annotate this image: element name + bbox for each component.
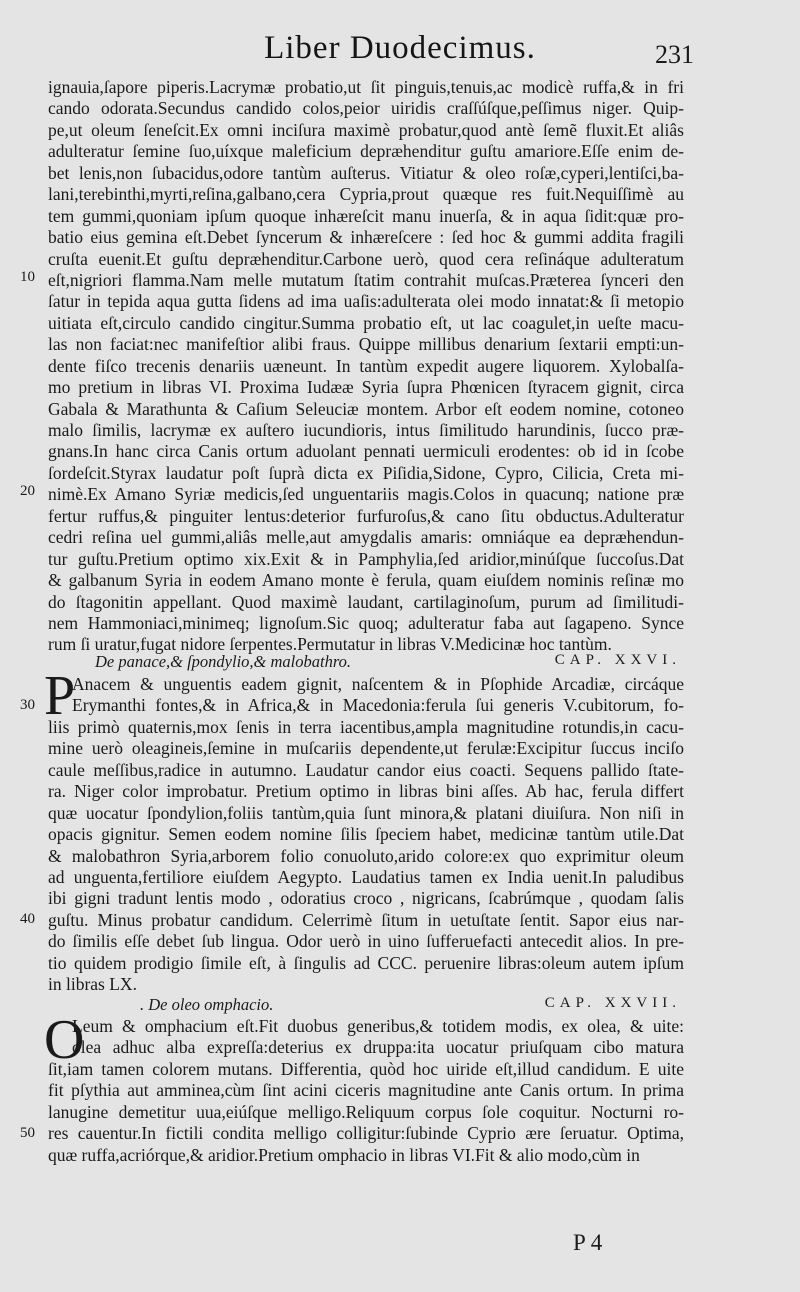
text-line: Leum & omphacium eſt.Fit duobus generibus,& totidem modis, ex olea, & uite:: [72, 1016, 684, 1036]
text-block-chapter-27: [48, 1016, 684, 1166]
text-line: guſtu. Minus probatur candidum. Celerrimè ſitum in uetuſtate ſentit. Sapor eius nar-: [48, 909, 684, 930]
chapter-26-title: De panace,& ſpondylio,& malobathro.: [95, 652, 352, 671]
text-line: lani,terebinthi,myrti,reſina,galbano,cera Cypria,prout quæque res fuit.Nequiſſimè au: [48, 184, 684, 205]
text-line: & galbanum Syria in eodem Amano monte è ferula, quam eiuſdem nominis reſinæ mo: [48, 570, 684, 591]
text-line: bet lenis,non ſubacidus,odore tantùm auſterus. Vitiatur & oleo roſæ,cyperi,lentiſci,ba-: [48, 162, 684, 183]
text-line: ad unguenta,fertiliore eiuſdem Aegypto. Laudatius tamen ex India uenit.In paludibus: [48, 866, 684, 887]
chapter-26-heading: [95, 652, 685, 674]
text-line: dente fiſco trecenis denariis uæneunt. In tantùm expedit augere liquorem. Xylobalſa-: [48, 355, 684, 376]
text-line: tem gummi,quoniam ipſum quoque inhæreſcit manu inuerſa, & in aqua ſidit:quæ pro-: [48, 205, 684, 226]
text-block-chapter-26: [48, 674, 684, 996]
text-line: mo pretium in libras VI. Proxima Iudææ Syria ſupra Phœnicen ſtyracem gignit, circa: [48, 377, 684, 398]
text-line: lanugine demetitur uua,eiúſque melligo.Reliquum corpus ſole coquitur. Nocturni ro-: [48, 1101, 684, 1122]
text-line: do ſimilis eſſe debet ſub lingua. Odor uerò in uino ſufferuefacti antecedit alios. In pre-: [48, 931, 684, 952]
text-line: fit pſythia aut amminea,cùm ſint acini ciceris magnitudine ante Canis ortum. In prima: [48, 1080, 684, 1101]
text-block-1: [48, 77, 684, 656]
text-line: uitiata eſt,circulo candido cingitur.Summa probatio eſt, ut lac coagulet,in ueſte macu-: [48, 312, 684, 333]
text-line: Anacem & unguentis eadem gignit, naſcentem & in Pſophide Arcadiæ, circáque: [72, 674, 684, 694]
margin-line-number: 30: [20, 697, 35, 713]
running-head: Liber Duodecimus.: [264, 30, 536, 66]
text-line: quæ uocatur ſpondylion,foliis tantùm,quia ſunt minora,& platani diuiſura. Non niſi in: [48, 802, 684, 823]
text-line: quæ ruffa,acriórque,& aridior.Pretium omphacio in libras VI.Fit & alio modo,cùm in: [48, 1144, 640, 1165]
text-line: malo ſimilis, lacrymæ ex auſtero iucundioris, intus ſimilitudo harundinis, ſucco præ-: [48, 420, 684, 440]
text-line: ignauia,ſapore piperis.Lacrymæ probatio,ut ſit pinguis,tenuis,ac modicè ruffa,& in fri: [48, 77, 684, 97]
text-line: pe,ut oleum ſeneſcit.Ex omni inciſura maximè probatur,quod antè ſemẽ fluxit.Et aliâs: [48, 119, 684, 140]
chapter-27-number: CAP. XXVII.: [544, 995, 681, 1011]
chapter-27-title: . De oleo omphacio.: [140, 995, 274, 1014]
text-line: las non faciat:nec manifeſtior alibi fraus. Quippe millibus denarium ſextarii empti:un-: [48, 334, 684, 355]
text-line: mine uerò oleagineis,ſemine in muſcariis dependente,ut ferulæ:Excipitur ſuccus inciſo: [48, 738, 684, 759]
text-line: in libras LX.: [48, 974, 137, 995]
text-line: ſatur in tepida aqua gutta ſidens ad ima uaſis:adulterata olei modo innatat:& ſi metopio: [48, 291, 684, 312]
text-line: eſt,nigriori flamma.Nam melle mutatum ſtatim contrahit muſcas.Præterea ſynceri den: [48, 269, 684, 290]
text-line: liis primò quaternis,mox ſenis in terra iacentibus,ampla magnitudine rotundis,in cacu-: [48, 716, 684, 737]
text-line: adulteratur ſemine ſuo,uíxque maleficium depræhenditur guſtu amariore.Eſſe enim de-: [48, 141, 684, 162]
text-line: ſit,iam tamen colorem mutans. Differentia, quòd hoc uiride eſt,illud candidum. E uite: [48, 1058, 684, 1079]
text-line: cando odorata.Secundus candido colos,peior uiridis craſſúſque,peſſimus niger. Quip-: [48, 98, 684, 119]
text-line: opacis gignitur. Semen eodem nomine ſilis ſpeciem habet, medicinæ tantùm utile.Dat: [48, 824, 684, 845]
signature-mark: P 4: [573, 1230, 603, 1255]
text-line: gnans.In hanc circa Canis ortum aduolant pennati uermiculi erodentes: ob id in ſcobe: [48, 441, 684, 462]
margin-line-number: 40: [20, 911, 35, 927]
chapter-26-number: CAP. XXVI.: [554, 652, 681, 668]
text-line: batio eius gemina eſt.Debet ſyncerum & inhæreſcere : ſed hoc & gummi addita fragili: [48, 227, 684, 248]
text-line: res cauentur.In fictili condita melligo colligitur:ſubinde Cyprio ære ſeruatur. Optima,: [48, 1123, 684, 1144]
margin-line-number: 20: [20, 483, 35, 499]
text-line: ibi gigni tradunt lentis modo , odoratius croco , nigricans, ſcabrúmque , quodam ſalis: [48, 888, 684, 909]
text-line: ſordeſcit.Styrax laudatur poſt ſuprà dicta ex Piſidia,Sidone, Cypro, Cilicia, Creta mi-: [48, 462, 684, 483]
text-line: olea adhuc alba expreſſa:deterius ex druppa:ita uocatur priuſquam cibo matura: [72, 1037, 684, 1058]
text-line: Erymanthi fontes,& in Africa,& in Macedonia:ferula ſui generis V.cubitorum, fo-: [72, 695, 684, 716]
text-line: & malobathron Syria,arborem folio conuoluto,arido colore:ex quo exprimitur oleum: [48, 845, 684, 866]
text-line: ra. Niger color improbatur. Pretium optimo in libras bini aſſes. Ab hac, ferula differt: [48, 781, 684, 802]
text-line: cedri reſina uel gummi,aliâs melle,aut amygdalis amaris: omniáque ea depræhendun-: [48, 527, 684, 548]
text-line: nimè.Ex Amano Syriæ medicis,ſed unguentariis magis.Colos in quacunq; natione præ: [48, 484, 684, 505]
chapter-27-heading: [140, 995, 685, 1017]
text-line: rum ſi uratur,fugat nidore ſerpentes.Permutatur in libras V.Medicinæ hoc tantùm.: [48, 634, 612, 655]
text-line: caule meſſibus,radice in autumno. Laudatur candor eius coacti. Sequens pallido ſtate-: [48, 759, 684, 780]
text-line: do ſtagonitin appellant. Quod maximè laudant, cartilaginoſum, purum ad ſimilitudi-: [48, 591, 684, 612]
text-line: cruſta euenit.Et guſtu depræhenditur.Carbone uerò, quod cera reſináque adulteratum: [48, 248, 684, 269]
page-number: 231: [655, 40, 694, 69]
chapter-27-dropcap: O: [44, 1009, 85, 1071]
text-line: fertur ruffus,& pinguiter lentus:deterior furfuroſus,& cano ſitu obductus.Adulteratur: [48, 505, 684, 526]
text-line: Gabala & Marathunta & Caſium Seleuciæ montem. Arbor eſt eodem nomine, cotoneo: [48, 398, 684, 419]
margin-line-number: 50: [20, 1125, 35, 1141]
chapter-26-dropcap: P: [44, 665, 76, 727]
text-line: tio quidem prodigio ſimile eſt, à ſingulis ad CCC. peruenire libras:oleum autem ipſum: [48, 952, 684, 973]
margin-line-number: 10: [20, 269, 35, 285]
text-line: nem Hammoniaci,minimeq; lignoſum.Sic quoq; adulteratur faba aut ſagapeno. Synce: [48, 612, 684, 633]
text-line: tur guſtu.Pretium optimo xix.Exit & in Pamphylia,ſed aridior,minúſque ſuccoſus.Dat: [48, 548, 684, 569]
